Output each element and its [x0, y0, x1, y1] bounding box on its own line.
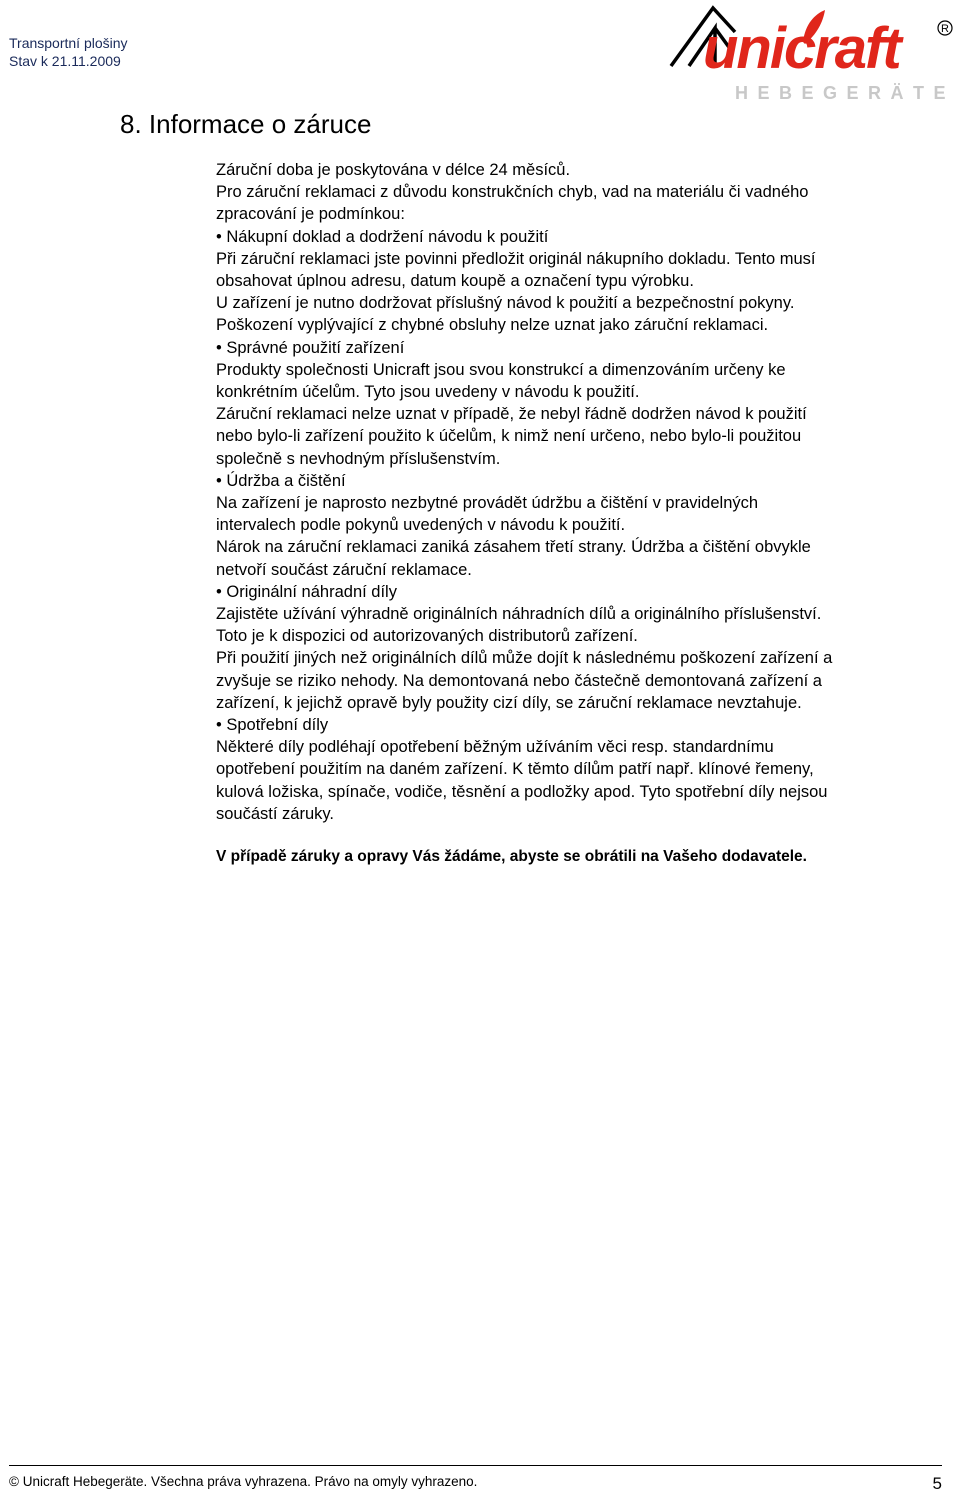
unicraft-logo: [665, 2, 957, 104]
body-line: Při záruční reklamaci jste povinni předložit originál nákupního dokladu. Tento musí: [216, 249, 816, 268]
body-line: Při použití jiných než originálních dílů může dojít k následnému poškození zařízení a: [216, 649, 833, 668]
body-line: zařízení, k jejichž opravě byly použity cizí díly, se záruční reklamace nevztahuje.: [216, 693, 802, 712]
closing-statement: V případě záruky a opravy Vás žádáme, abyste se obrátili na Vašeho dodavatele.: [216, 848, 807, 865]
section-title: 8. Informace o záruce: [120, 109, 372, 139]
body-line: Záruční reklamaci nelze uznat v případě, že nebyl řádně dodržen návod k použití: [216, 405, 807, 424]
copyright-notice: © Unicraft Hebegeräte. Všechna práva vyhrazena. Právo na omyly vyhrazeno.: [9, 1474, 478, 1489]
body-line: U zařízení je nutno dodržovat příslušný návod k použití a bezpečnostní pokyny.: [216, 294, 795, 313]
body-line: obsahovat úplnou adresu, datum koupě a označení typu výrobku.: [216, 272, 694, 291]
body-line: Zajistěte užívání výhradně originálních náhradních dílů a originálního příslušenství.: [216, 605, 822, 624]
body-line: • Spotřební díly: [216, 716, 329, 735]
body-line: kulová ložiska, spínače, vodiče, těsnění a podložky apod. Tyto spotřební díly nejsou: [216, 782, 828, 801]
warranty-body: [216, 159, 946, 825]
page-footer: [9, 1465, 942, 1493]
body-line: opotřebení použitím na daném zařízení. K těmto dílům patří např. klínové řemeny,: [216, 760, 814, 779]
body-line: Poškození vyplývající z chybné obsluhy nelze uznat jako záruční reklamaci.: [216, 316, 769, 335]
body-line: Nárok na záruční reklamaci zaniká zásahem třetí strany. Údržba a čištění obvykle: [216, 538, 811, 557]
document-title: Transportní plošiny: [9, 35, 128, 51]
logo-tagline: HEBEGERÄTE: [734, 83, 955, 103]
body-line: • Údržba a čištění: [216, 471, 346, 490]
body-line: • Správné použití zařízení: [216, 338, 405, 357]
body-line: zpracování je podmínkou:: [216, 205, 405, 224]
body-line: Na zařízení je naprosto nezbytné provádět údržbu a čištění v pravidelných: [216, 494, 759, 513]
body-line: • Nákupní doklad a dodržení návodu k použití: [216, 227, 549, 246]
document-date: Stav k 21.11.2009: [9, 53, 121, 69]
body-line: nebo bylo-li zařízení použito k účelům, k nimž není určeno, nebo bylo-li použitou: [216, 427, 802, 446]
document-header: [9, 34, 128, 70]
page-number: 5: [932, 1474, 942, 1493]
body-line: konkrétním účelům. Tyto jsou uvedeny v návodu k použití.: [216, 383, 640, 402]
body-line: společně s nevhodným příslušenstvím.: [216, 449, 501, 468]
body-line: intervalech podle pokynů uvedených v návodu k použití.: [216, 516, 626, 535]
logo-wordmark: unicraft: [703, 16, 900, 81]
body-line: Toto je k dispozici od autorizovaných distributorů zařízení.: [216, 627, 638, 646]
body-line: netvoří součást záruční reklamace.: [216, 560, 472, 579]
logo-registered-mark: R: [941, 23, 949, 35]
body-line: Produkty společnosti Unicraft jsou svou konstrukcí a dimenzováním určeny ke: [216, 360, 786, 379]
body-line: Některé díly podléhají opotřebení běžným užíváním věci resp. standardnímu: [216, 738, 774, 757]
body-line: součástí záruky.: [216, 804, 334, 823]
body-line: Záruční doba je poskytována v délce 24 měsíců.: [216, 161, 571, 179]
body-line: zvyšuje se riziko nehody. Na demontovaná nebo částečně demontovaná zařízení a: [216, 671, 822, 690]
body-line: • Originální náhradní díly: [216, 582, 397, 601]
body-line: Pro záruční reklamaci z důvodu konstrukčních chyb, vad na materiálu či vadného: [216, 183, 809, 202]
